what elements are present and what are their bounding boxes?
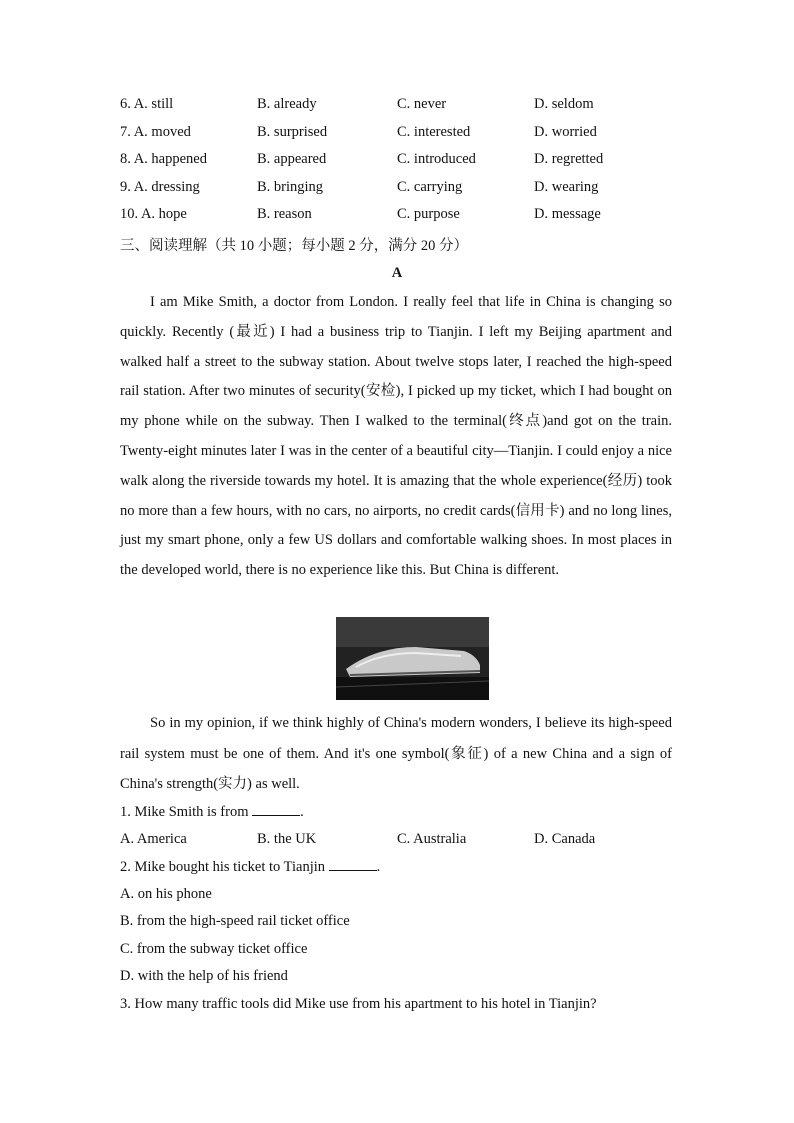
option-a: 6. A. still xyxy=(120,96,174,112)
option-c: C. interested xyxy=(397,124,471,140)
option-c: C. never xyxy=(397,96,447,112)
option-c: C. carrying xyxy=(397,179,463,195)
question-end: . xyxy=(376,859,381,875)
option-b: B. reason xyxy=(257,206,312,222)
passage-paragraph: I am Mike Smith, a doctor from London. I really feel that life in China is changing so quickly. Recently (最近) I had a business trip to Tianjin. I left my Beijing apartment and walked half a street to the subway station. About twelve stops later, I reached the high-speed rail station. After two minutes of security(安检), I picked up my ticket, which I had bought on my phone while on the subway. Then I walked to the terminal(终点)and got on the train. Twenty-eight minutes later I was in the center of a beautiful city—Tianjin. I could enjoy a nice walk along the riverside towards my hotel. It is amazing that the whole experience(经历) took no more than a few hours, with no cars, no airports, no credit cards(信用卡) and no long lines, just my smart phone, only a few US dollars and comfortable walking shoes. In most places in the developed world, there is no experience like this. But China is different. xyxy=(120,294,672,579)
option-a: 9. A. dressing xyxy=(120,179,200,195)
answer-blank xyxy=(329,858,377,871)
high-speed-train-photo xyxy=(336,617,489,700)
option-c: C. introduced xyxy=(397,151,476,167)
passage-paragraph: So in my opinion, if we think highly of China's modern wonders, I believe its high-speed rail system must be one of them. And it's one symbol(象征) of a new China and a sign of China's strength(实力) as well. xyxy=(120,715,672,792)
answer-blank xyxy=(252,803,300,816)
question-2-option-c: C. from the subway ticket office xyxy=(120,941,308,957)
option-a: 8. A. happened xyxy=(120,151,207,167)
question-3: 3. How many traffic tools did Mike use from his apartment to his hotel in Tianjin? xyxy=(120,996,597,1012)
train-image-icon xyxy=(336,617,489,700)
option-b: B. surprised xyxy=(257,124,328,140)
passage-label: A xyxy=(391,265,403,281)
question-2-option-d: D. with the help of his friend xyxy=(120,968,288,984)
question-stem: 2. Mike bought his ticket to Tianjin xyxy=(120,859,326,875)
option-b: B. appeared xyxy=(257,151,327,167)
option-d: D. regretted xyxy=(534,151,604,167)
question-2 xyxy=(120,858,380,876)
option-a: A. America xyxy=(120,831,187,847)
option-d: D. worried xyxy=(534,124,597,140)
option-a: 7. A. moved xyxy=(120,124,191,140)
question-1-options xyxy=(120,831,680,851)
options-row-6 xyxy=(120,96,680,116)
option-d: D. seldom xyxy=(534,96,594,112)
option-c: C. Australia xyxy=(397,831,467,847)
question-end: . xyxy=(300,804,304,820)
option-b: B. bringing xyxy=(257,179,324,195)
options-row-8 xyxy=(120,151,680,171)
question-1 xyxy=(120,803,304,821)
question-stem: 1. Mike Smith is from xyxy=(120,804,249,820)
option-d: D. message xyxy=(534,206,601,222)
option-d: D. Canada xyxy=(534,831,596,847)
section-title: 三、阅读理解（共 10 小题；每小题 2 分，满分 20 分） xyxy=(120,238,468,254)
option-b: B. the UK xyxy=(257,831,317,847)
options-row-7 xyxy=(120,124,680,144)
question-2-option-a: A. on his phone xyxy=(120,886,212,902)
options-row-9 xyxy=(120,179,680,199)
option-d: D. wearing xyxy=(534,179,599,195)
option-b: B. already xyxy=(257,96,317,112)
question-2-option-b: B. from the high-speed rail ticket office xyxy=(120,913,350,929)
options-row-10 xyxy=(120,206,680,226)
option-c: C. purpose xyxy=(397,206,460,222)
option-a: 10. A. hope xyxy=(120,206,187,222)
